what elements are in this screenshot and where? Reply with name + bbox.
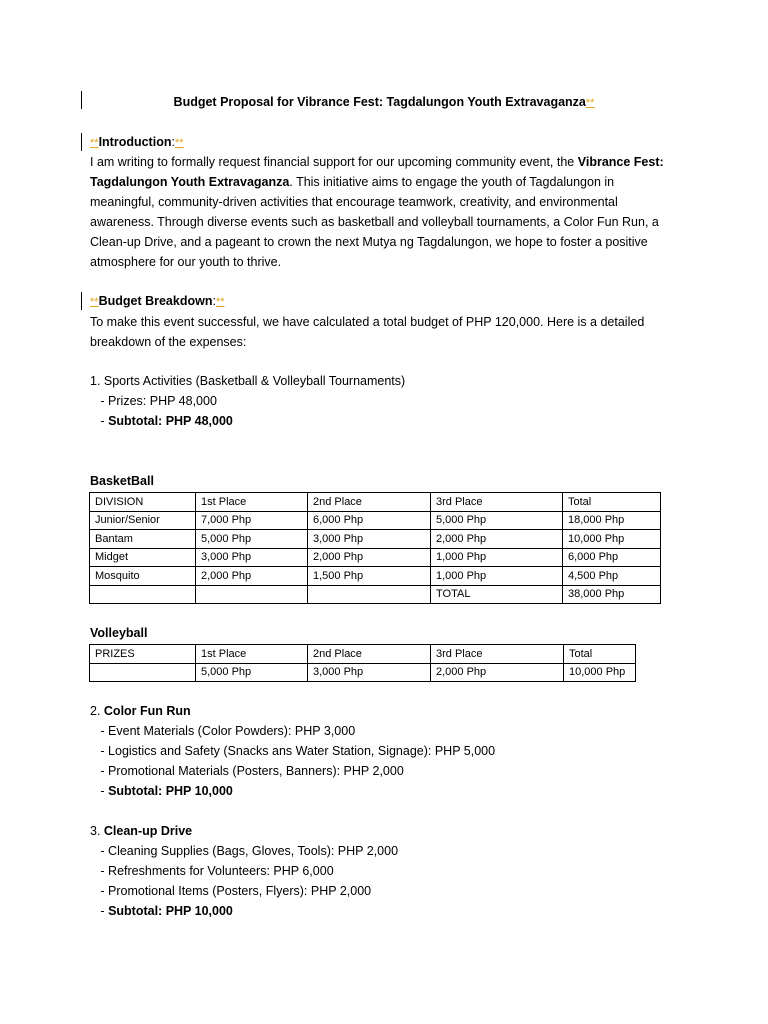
color-run-heading [90,701,191,721]
table-cell: 5,000 Php [196,663,308,682]
bullet-prefix: - [90,904,109,918]
table-header-row [90,493,661,512]
table-cell [308,585,431,604]
table-cell: 3,000 Php [308,663,431,682]
table-header-cell: 2nd Place [308,645,431,664]
change-bar [81,292,82,310]
sports-subtotal [90,411,233,431]
volleyball-title: Volleyball [90,626,148,640]
section-number: 2. [90,704,104,718]
table-cell: 7,000 Php [196,511,308,530]
budget-heading [90,291,225,312]
subtotal-text: Subtotal: PHP 48,000 [108,414,233,428]
table-cell: 2,000 Php [431,663,564,682]
section-number: 3. [90,824,104,838]
sports-prizes: - Prizes: PHP 48,000 [90,394,217,408]
basketball-title: BasketBall [90,474,154,488]
table-row [90,511,661,530]
intro-heading-text: Introduction [98,135,172,149]
list-item: - Refreshments for Volunteers: PHP 6,000 [90,864,334,878]
list-item: - Logistics and Safety (Snacks ans Water Station, Signage): PHP 5,000 [90,744,496,758]
table-cell: 38,000 Php [563,585,661,604]
table-cell: 18,000 Php [563,511,661,530]
event-name: Vibrance Fest: Tagdalungon Youth Extravaganza [90,155,664,189]
table-header-row [90,645,636,664]
subtotal-text: Subtotal: PHP 10,000 [108,784,233,798]
list-item: - Promotional Items (Posters, Flyers): PHP 2,000 [90,884,372,898]
table-cell: 3,000 Php [196,548,308,567]
intro-text-2: . This initiative aims to engage the youth of Tagdalungon in meaningful, community-driven activities that encourage teamwork, creativity, and environmental awareness. Through diverse events such as basketball and volleyball tournaments, a Color Fun Run, a Clean-up Drive, and a pageant to crown the next Mutya ng Tagdalungon, we hope to foster a positive atmosphere for our youth to thrive. [90,175,659,269]
section-title: Color Fun Run [103,704,191,718]
bullet-prefix: - [90,784,109,798]
markdown-mark: ** [585,97,595,109]
heading-colon: : [171,135,175,149]
list-item: - Event Materials (Color Powders): PHP 3,000 [90,724,356,738]
list-item: - Cleaning Supplies (Bags, Gloves, Tools): PHP 2,000 [90,844,399,858]
table-cell [90,585,196,604]
table-row [90,585,661,604]
cleanup-subtotal [90,901,233,921]
table-cell: TOTAL [431,585,563,604]
table-cell: 1,000 Php [431,548,563,567]
table-cell: 6,000 Php [563,548,661,567]
table-cell: Junior/Senior [90,511,196,530]
cleanup-heading [90,821,192,841]
markdown-mark: ** [174,137,184,149]
table-header-cell: 1st Place [196,645,308,664]
table-header-cell: 3rd Place [431,493,563,512]
markdown-mark: ** [90,137,99,149]
table-cell: 2,000 Php [431,530,563,549]
table-cell [196,585,308,604]
table-cell: 5,000 Php [196,530,308,549]
table-header-cell: 2nd Place [308,493,431,512]
table-header-cell: Total [563,493,661,512]
section-title: Clean-up Drive [103,824,193,838]
subtotal-text: Subtotal: PHP 10,000 [108,904,233,918]
markdown-mark: ** [90,296,99,308]
table-row [90,567,661,586]
table-cell: 10,000 Php [563,530,661,549]
volleyball-table [89,644,636,682]
table-cell: 2,000 Php [196,567,308,586]
table-row [90,548,661,567]
table-cell: 4,500 Php [563,567,661,586]
table-cell [90,663,196,682]
intro-heading [90,132,184,153]
table-row [90,663,636,682]
basketball-table [89,492,661,604]
table-header-cell: Total [564,645,636,664]
table-cell: 1,500 Php [308,567,431,586]
table-cell: 5,000 Php [431,511,563,530]
heading-colon: : [212,294,216,308]
table-header-cell: 3rd Place [431,645,564,664]
budget-paragraph: To make this event successful, we have calculated a total budget of PHP 120,000. Here is a detailed breakdown of the expenses: [90,315,645,349]
intro-paragraph [90,152,682,272]
table-cell: Midget [90,548,196,567]
table-cell: Mosquito [90,567,196,586]
table-row [90,530,661,549]
table-header-cell: DIVISION [90,493,196,512]
table-cell: Bantam [90,530,196,549]
list-item: - Promotional Materials (Posters, Banners): PHP 2,000 [90,764,404,778]
bullet-prefix: - [90,414,109,428]
table-cell: 10,000 Php [564,663,636,682]
table-cell: 2,000 Php [308,548,431,567]
document-title [0,92,768,113]
table-cell: 3,000 Php [308,530,431,549]
intro-text-1: I am writing to formally request financial support for our upcoming community event, the [90,155,578,169]
change-bar [81,133,82,151]
table-cell: 1,000 Php [431,567,563,586]
color-run-subtotal [90,781,233,801]
budget-heading-text: Budget Breakdown [98,294,213,308]
table-header-cell: 1st Place [196,493,308,512]
markdown-mark: ** [215,296,225,308]
table-cell: 6,000 Php [308,511,431,530]
title-text: Budget Proposal for Vibrance Fest: Tagdalungon Youth Extravaganza [173,95,586,109]
sports-heading: 1. Sports Activities (Basketball & Volleyball Tournaments) [90,374,406,388]
table-header-cell: PRIZES [90,645,196,664]
